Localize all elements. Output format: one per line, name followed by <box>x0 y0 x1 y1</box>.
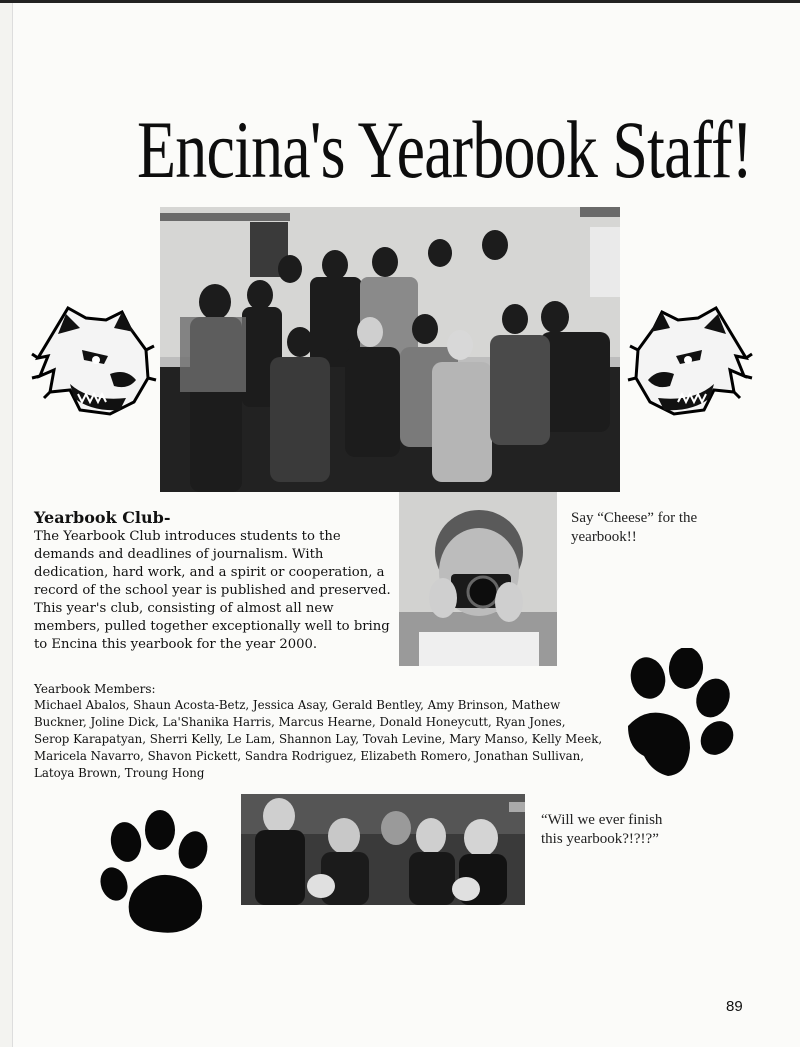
paw-print-left <box>96 808 214 944</box>
bulldog-mascot-left <box>30 298 158 430</box>
camera-photo-caption: Say “Cheese” for the yearbook!! <box>571 510 698 545</box>
page-title: Encina's Yearbook Staff! <box>137 104 753 195</box>
group-photo <box>160 207 620 492</box>
bottom-group-photo <box>241 794 525 905</box>
members-list: Michael Abalos, Shaun Acosta-Betz, Jessica Asay, Gerald Bentley, Amy Brinson, Mathew Buckner, Joline Dick, La'Shanika Harris, Marcus Hearne, Donald Honeycutt, Ryan Jones, Serop Karapatyan, Sherri Kelly, Le Lam, Shannon Lay, Tovah Levine, Mary Manso, Kelly Meek, Maricela Navarro, Shavon Pickett, Sandra Rodriguez, Elizabeth Romero, Jonathan Sullivan, Latoya Brown, Troung Hong <box>34 698 603 780</box>
club-heading: Yearbook Club- <box>34 508 171 527</box>
bulldog-mascot-right <box>626 298 754 430</box>
page-number: 89 <box>726 998 743 1015</box>
club-description: The Yearbook Club introduces students to the demands and deadlines of journalism. With dedication, hard work, and a spirit or cooperation, a record of the school year is published and preserved. This year's club, consisting of almost all new members, pulled together exceptionally well to bring to Encina this yearbook for the year 2000. <box>34 529 391 652</box>
paw-print-right <box>618 648 736 784</box>
members-heading: Yearbook Members: <box>34 682 156 696</box>
page-binding <box>0 0 13 1047</box>
page-top-border <box>0 0 800 3</box>
bottom-photo-caption: “Will we ever finish this yearbook?!?!?” <box>541 812 663 847</box>
camera-photo <box>399 492 557 666</box>
